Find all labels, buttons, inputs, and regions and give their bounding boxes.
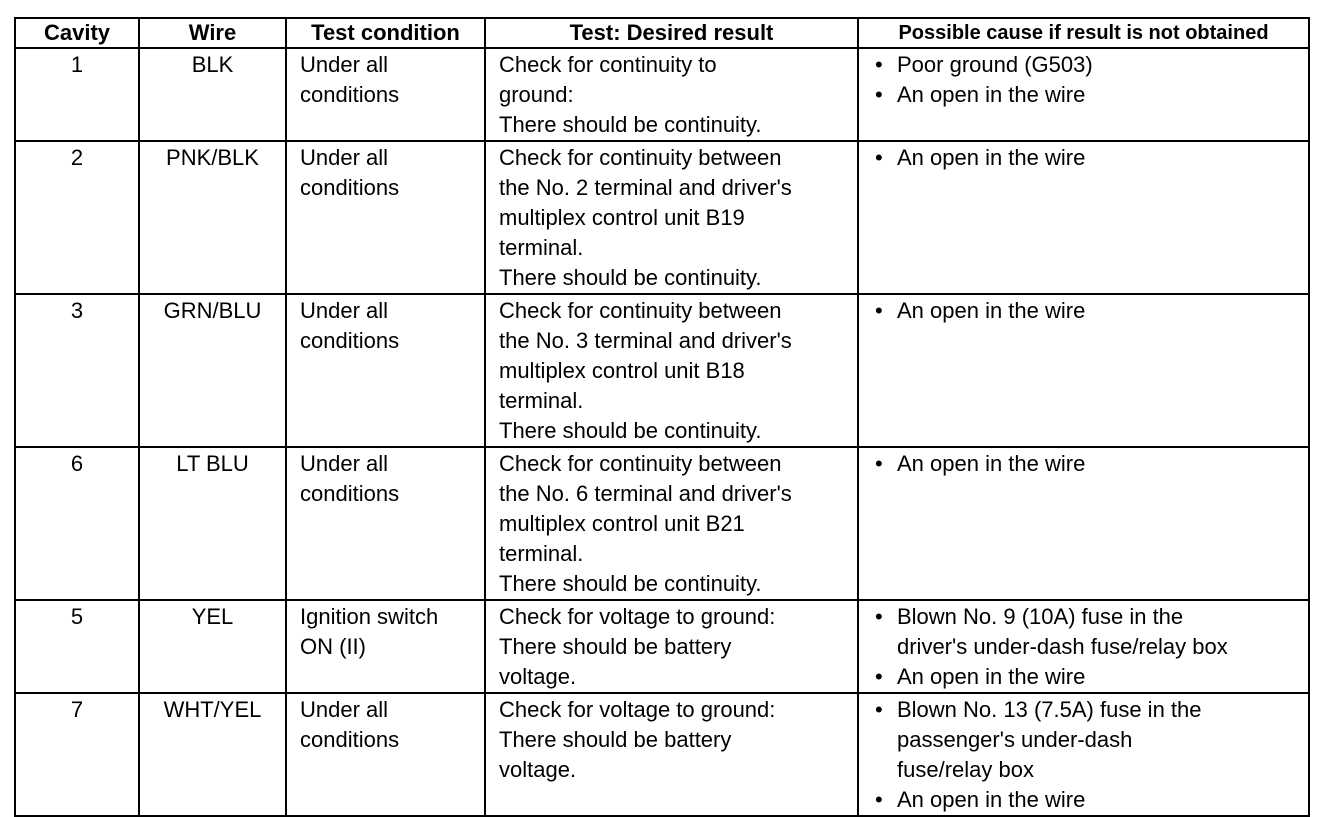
result-cell bbox=[485, 48, 858, 141]
header-wire: Wire bbox=[139, 18, 286, 48]
bullet-icon: • bbox=[875, 145, 883, 170]
cause-list bbox=[873, 449, 1308, 479]
result-cell bbox=[485, 141, 858, 294]
condition-cell bbox=[286, 141, 485, 294]
table-row bbox=[15, 600, 1309, 693]
condition-line: Under all bbox=[300, 697, 389, 722]
header-row bbox=[15, 18, 1309, 48]
cause-text: An open in the wire bbox=[897, 145, 1086, 170]
diagnostic-table-container bbox=[14, 17, 1310, 817]
condition-cell bbox=[286, 48, 485, 141]
result-line: terminal. bbox=[499, 388, 584, 413]
result-line: terminal. bbox=[499, 541, 584, 566]
cause-item bbox=[873, 695, 1308, 785]
bullet-icon: • bbox=[875, 604, 883, 629]
result-line: There should be battery bbox=[499, 634, 732, 659]
result-line: multiplex control unit B21 bbox=[499, 511, 745, 536]
result-line: Check for voltage to ground: bbox=[499, 604, 776, 629]
table-row bbox=[15, 141, 1309, 294]
condition-line: ON (II) bbox=[300, 634, 366, 659]
cause-cell bbox=[858, 294, 1309, 447]
cause-cell bbox=[858, 141, 1309, 294]
bullet-icon: • bbox=[875, 82, 883, 107]
result-cell bbox=[485, 693, 858, 816]
condition-line: conditions bbox=[300, 82, 400, 107]
bullet-icon: • bbox=[875, 451, 883, 476]
result-line: There should be continuity. bbox=[499, 265, 762, 290]
cavity-cell: 2 bbox=[15, 141, 139, 294]
header-cavity: Cavity bbox=[15, 18, 139, 48]
cause-cell bbox=[858, 693, 1309, 816]
result-line: voltage. bbox=[499, 757, 577, 782]
result-line: There should be continuity. bbox=[499, 571, 762, 596]
table-row bbox=[15, 447, 1309, 600]
cause-list bbox=[873, 602, 1308, 692]
result-line: Check for continuity between bbox=[499, 298, 782, 323]
wire-cell: GRN/BLU bbox=[139, 294, 286, 447]
cavity-cell: 5 bbox=[15, 600, 139, 693]
result-line: the No. 3 terminal and driver's bbox=[499, 328, 792, 353]
cavity-cell: 3 bbox=[15, 294, 139, 447]
cause-text: Blown No. 13 (7.5A) fuse in the bbox=[897, 697, 1202, 722]
cause-item bbox=[873, 296, 1308, 326]
cause-text: An open in the wire bbox=[897, 82, 1086, 107]
result-line: multiplex control unit B18 bbox=[499, 358, 745, 383]
result-cell bbox=[485, 447, 858, 600]
header-test-condition: Test condition bbox=[286, 18, 485, 48]
condition-line: conditions bbox=[300, 175, 400, 200]
cause-text: An open in the wire bbox=[897, 451, 1086, 476]
result-line: ground: bbox=[499, 82, 574, 107]
result-line: There should be continuity. bbox=[499, 112, 762, 137]
wire-cell: YEL bbox=[139, 600, 286, 693]
wire-cell: PNK/BLK bbox=[139, 141, 286, 294]
result-line: voltage. bbox=[499, 664, 577, 689]
cause-item bbox=[873, 143, 1308, 173]
cause-text: An open in the wire bbox=[897, 664, 1086, 689]
wire-cell: BLK bbox=[139, 48, 286, 141]
table-body bbox=[15, 48, 1309, 816]
condition-line: conditions bbox=[300, 481, 400, 506]
cause-item bbox=[873, 80, 1308, 110]
cause-list bbox=[873, 50, 1308, 110]
bullet-icon: • bbox=[875, 298, 883, 323]
bullet-icon: • bbox=[875, 697, 883, 722]
cause-list bbox=[873, 695, 1308, 815]
condition-cell bbox=[286, 447, 485, 600]
condition-line: Under all bbox=[300, 52, 389, 77]
result-line: Check for continuity between bbox=[499, 451, 782, 476]
cause-text: Poor ground (G503) bbox=[897, 52, 1093, 77]
header-desired-result: Test: Desired result bbox=[485, 18, 858, 48]
result-line: Check for voltage to ground: bbox=[499, 697, 776, 722]
result-line: the No. 6 terminal and driver's bbox=[499, 481, 792, 506]
diagnostic-table bbox=[14, 17, 1310, 817]
bullet-icon: • bbox=[875, 52, 883, 77]
condition-line: conditions bbox=[300, 328, 400, 353]
wire-cell: WHT/YEL bbox=[139, 693, 286, 816]
table-row bbox=[15, 693, 1309, 816]
wire-cell: LT BLU bbox=[139, 447, 286, 600]
cause-text: An open in the wire bbox=[897, 298, 1086, 323]
condition-line: Ignition switch bbox=[300, 604, 439, 629]
cause-item bbox=[873, 50, 1308, 80]
cause-list bbox=[873, 143, 1308, 173]
cause-cell bbox=[858, 447, 1309, 600]
result-line: Check for continuity between bbox=[499, 145, 782, 170]
bullet-icon: • bbox=[875, 787, 883, 812]
cavity-cell: 1 bbox=[15, 48, 139, 141]
condition-cell bbox=[286, 600, 485, 693]
cause-text: Blown No. 9 (10A) fuse in the bbox=[897, 604, 1184, 629]
cause-item bbox=[873, 662, 1308, 692]
cause-list bbox=[873, 296, 1308, 326]
table-row bbox=[15, 48, 1309, 141]
cause-text: passenger's under-dash bbox=[897, 727, 1133, 752]
header-possible-cause: Possible cause if result is not obtained bbox=[858, 18, 1309, 48]
cause-text: fuse/relay box bbox=[897, 757, 1034, 782]
result-line: Check for continuity to bbox=[499, 52, 717, 77]
cause-item bbox=[873, 602, 1308, 662]
bullet-icon: • bbox=[875, 664, 883, 689]
cause-text: driver's under-dash fuse/relay box bbox=[897, 634, 1228, 659]
cause-item bbox=[873, 449, 1308, 479]
result-line: There should be continuity. bbox=[499, 418, 762, 443]
cause-cell bbox=[858, 600, 1309, 693]
result-line: terminal. bbox=[499, 235, 584, 260]
condition-line: conditions bbox=[300, 727, 400, 752]
condition-line: Under all bbox=[300, 451, 389, 476]
result-line: the No. 2 terminal and driver's bbox=[499, 175, 792, 200]
result-cell bbox=[485, 294, 858, 447]
condition-cell bbox=[286, 294, 485, 447]
condition-line: Under all bbox=[300, 145, 389, 170]
cause-item bbox=[873, 785, 1308, 815]
cavity-cell: 7 bbox=[15, 693, 139, 816]
result-cell bbox=[485, 600, 858, 693]
cause-text: An open in the wire bbox=[897, 787, 1086, 812]
table-row bbox=[15, 294, 1309, 447]
condition-line: Under all bbox=[300, 298, 389, 323]
condition-cell bbox=[286, 693, 485, 816]
cause-cell bbox=[858, 48, 1309, 141]
result-line: There should be battery bbox=[499, 727, 732, 752]
cavity-cell: 6 bbox=[15, 447, 139, 600]
result-line: multiplex control unit B19 bbox=[499, 205, 745, 230]
